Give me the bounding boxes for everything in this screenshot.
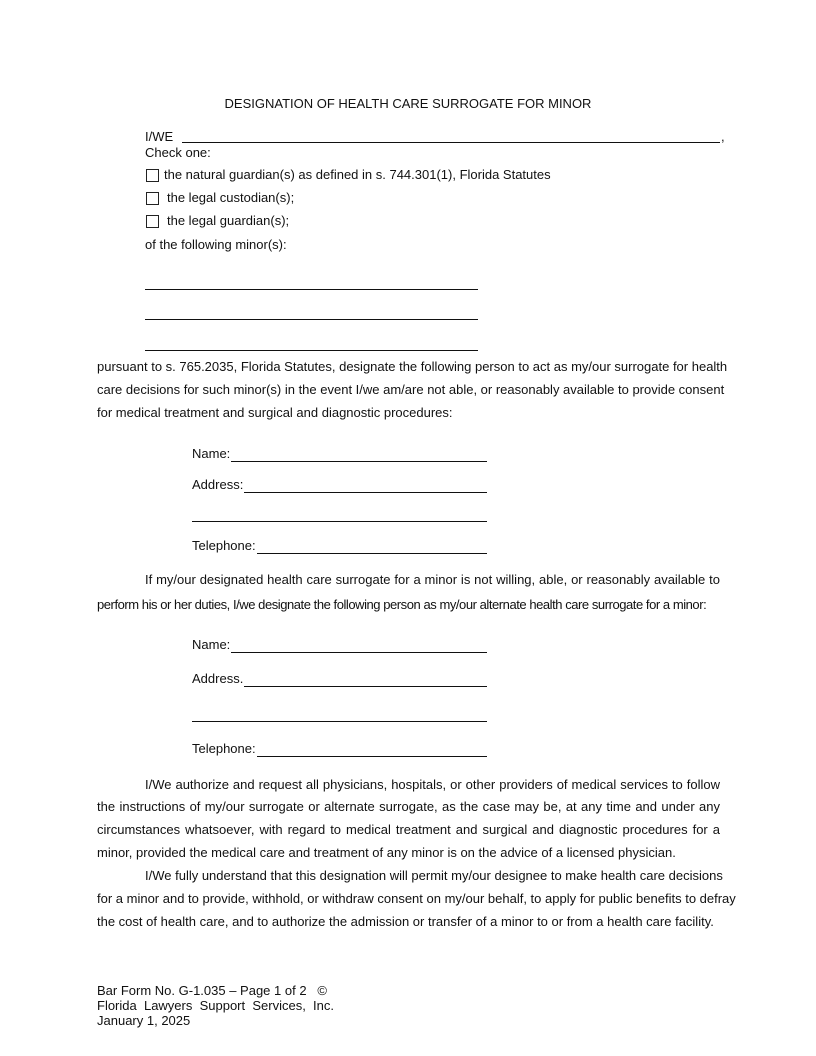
footer-publisher: Florida Lawyers Support Services, Inc. (97, 998, 334, 1013)
natural-guardian-label: the natural guardian(s) as defined in s. 744.301(1), Florida Statutes (164, 167, 551, 182)
para1-line: pursuant to s. 765.2035, Florida Statutes, designate the following person to act as my/our surrogate for health (97, 359, 728, 374)
surrogate-address-line2-input[interactable] (192, 521, 487, 522)
para4-line: I/We fully understand that this designation will permit my/our designee to make health care decisions (145, 868, 723, 883)
telephone-label: Telephone: (192, 538, 256, 553)
alternate-address-input[interactable] (244, 673, 487, 687)
alternate-telephone-field[interactable] (192, 741, 487, 757)
para3-line: minor, provided the medical care and treatment of any minor is on the advice of a licensed physician. (97, 845, 676, 860)
para3-line: the instructions of my/our surrogate or alternate surrogate, as the case may be, at any time and under any (97, 799, 720, 814)
alternate-telephone-input[interactable] (257, 743, 487, 757)
minor-2-input[interactable] (145, 319, 478, 320)
footer-form-number: Bar Form No. G-1.035 – Page 1 of 2 © (97, 983, 327, 998)
para3-line: I/We authorize and request all physicians, hospitals, or other providers of medical services to follow (145, 777, 720, 792)
para3-line: circumstances whatsoever, with regard to medical treatment and surgical and diagnostic procedures for a (97, 822, 720, 837)
address-label: Address: (192, 477, 244, 492)
address-label: Address. (192, 671, 244, 686)
surrogate-telephone-field[interactable] (192, 538, 487, 554)
footer-date: January 1, 2025 (97, 1013, 191, 1028)
name-label: Name: (192, 446, 231, 461)
surrogate-address-field[interactable] (192, 477, 487, 493)
alternate-name-input[interactable] (231, 639, 487, 653)
page-title: DESIGNATION OF HEALTH CARE SURROGATE FOR MINOR (224, 96, 592, 111)
minor-1-input[interactable] (145, 289, 478, 290)
surrogate-telephone-input[interactable] (257, 540, 487, 554)
minor-3-input[interactable] (145, 350, 478, 351)
para2-line: If my/our designated health care surrogate for a minor is not willing, able, or reasonably available to (145, 572, 720, 587)
legal-guardian-label: the legal guardian(s); (167, 213, 290, 228)
surrogate-address-input[interactable] (244, 479, 487, 493)
check-one-label: Check one: (145, 145, 211, 160)
iwe-input[interactable] (182, 142, 720, 143)
para2-line: perform his or her duties, I/we designate the following person as my/our alternate health care surrogate for a minor: (97, 597, 707, 612)
name-label: Name: (192, 637, 231, 652)
surrogate-name-input[interactable] (231, 448, 487, 462)
surrogate-name-field[interactable] (192, 446, 487, 462)
legal-custodian-checkbox[interactable] (146, 192, 159, 205)
para1-line: for medical treatment and surgical and diagnostic procedures: (97, 405, 453, 420)
alternate-address-field[interactable] (192, 671, 487, 687)
telephone-label: Telephone: (192, 741, 256, 756)
legal-guardian-checkbox[interactable] (146, 215, 159, 228)
legal-custodian-label: the legal custodian(s); (167, 190, 295, 205)
para4-line: for a minor and to provide, withhold, or withdraw consent on my/our behalf, to apply for public benefits to defray (97, 891, 736, 906)
minors-label: of the following minor(s): (145, 237, 287, 252)
natural-guardian-checkbox[interactable] (146, 169, 159, 182)
alternate-name-field[interactable] (192, 637, 487, 653)
alternate-address-line2-input[interactable] (192, 721, 487, 722)
para4-line: the cost of health care, and to authorize the admission or transfer of a minor to or from a health care facility. (97, 914, 714, 929)
iwe-label: I/WE (145, 129, 174, 144)
iwe-comma: , (721, 129, 725, 144)
para1-line: care decisions for such minor(s) in the event I/we am/are not able, or reasonably available to provide consent (97, 382, 725, 397)
